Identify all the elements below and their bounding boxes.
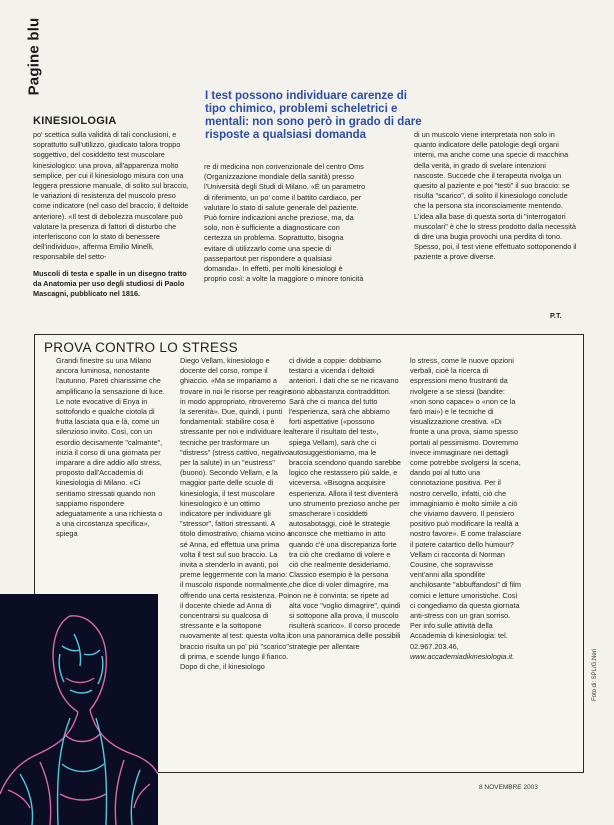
article-column-1: po' scettica sulla validità di tali conclusioni, e soprattutto sull'utilizzo, giudicato talora troppo soggettivo, del cosiddetto test muscolare kinesiologico: una prova, all'apparenza molto semplice, per cui il kinesiologo misura con una leggera pressione manuale, di solito sul braccio, le variazioni di resistenza del muscolo preso come indicatore (nel caso del braccio, il deltoide anteriore). «Il test di debolezza muscolare può valutare la presenza di fattori di disturbo che interferiscono con lo stato di benessere dell'individuo», afferma Emilio Minelli, responsabile del setto- bbox=[33, 130, 189, 262]
anatomy-illustration bbox=[0, 594, 158, 825]
section-tab bbox=[22, 10, 46, 102]
section-tab-label: Pagine blu bbox=[25, 17, 43, 95]
photo-credit bbox=[589, 620, 601, 730]
image-caption: Muscoli di testa e spalle in un disegno tratto da Anatomia per uso degli studiosi di Paolo Mascagni, pubblicato nel 1816. bbox=[33, 269, 187, 299]
academy-website-link[interactable]: www.accademiadikinesiologia.it. bbox=[410, 651, 515, 661]
anatomy-head-shoulders-drawing bbox=[0, 594, 158, 825]
sidebar-box-title: PROVA CONTRO LO STRESS bbox=[44, 340, 238, 355]
sidebar-column-4 bbox=[410, 356, 522, 662]
section-label: KINESIOLOGIA bbox=[33, 115, 117, 127]
author-signature: P.T. bbox=[550, 311, 562, 320]
sidebar-column-1: Grandi finestre su una Milano ancora luminosa, nonostante l'autunno. Pareti chiarissime che amplificano la sensazione di luce. Le note evocative di Enya in sottofondo e qualche ciotola di frutta lasciata qua e là, come un silenzioso invito. Così, con un esordio decisamente "calmante", inizia il corso di una giornata per imparare a dire addio allo stress, proposto dall'Accademia di kinesiologia di Milano. «Ci sentiamo stressati quando non sappiamo rispondere adeguatamente a una richiesta o a una circostanza specifica», spiega bbox=[56, 356, 165, 539]
footer-date: 8 NOVEMBRE 2003 bbox=[479, 784, 538, 791]
article-column-2: re di medicina non convenzionale del centro Oms (Organizzazione mondiale della sanità) presso l'Università degli Studi di Milano. «È un parametro di riferimento, un po' come il battito cardiaco, per valutare lo stato di salute generale del paziente. Può fornire indicazioni anche preziose, ma, da solo, non è sufficiente a diagnosticare con certezza un problema. Soprattutto, bisogna evitare di utilizzarlo come una specie di passepartout per rispondere a qualsiasi domanda». In effetti, per molti kinesiologi è proprio così: a volte la maggiore o minore tonicità bbox=[204, 162, 366, 284]
photo-credit-text: Foto di: SPL/G.Neri bbox=[592, 648, 598, 702]
sidebar-column-2: Diego Vellam, kinesiologo e docente del corso, rompe il ghiaccio. «Ma se impariamo a trovare in noi le risorse per reagire in modo appropriato, ritroveremo la serenità». Due, quindi, i punti fondamentali: stabilire cosa è stressante per noi e individuare le tecniche per trasformare un "distress" (stress cattivo, negativo per la salute) in un "eustress" (buono). Secondo Vellam, e la maggior parte delle scuole di kinesiologia, il test muscolare kinesiologico è un ottimo indicatore per individuare gli "stressor", fattori stressanti. A titolo dimostrativo, chiama vicino a sé Anna, ed effettua una prima volta il test sul suo braccio. La invita a stenderlo in avanti, poi preme leggermente con la mano: il muscolo risponde normalmente, offrendo una certa resistenza. Poi il docente chiede ad Anna di concentrarsi su qualcosa di stressante e la sottopone nuovamente al test: questa volta il braccio risulta un po' più "scarico" di prima, e scende lungo il fianco. Dopo di che, il kinesiologo bbox=[180, 356, 292, 672]
article-column-3: di un muscolo viene interpretata non solo in quanto indicatore delle patologie degli organi interni, ma anche come una specie di macchina della verità, in grado di svelare intenzioni nascoste. Succede che il terapeuta rivolga un quesito al paziente e poi "testi" il suo braccio: se risulta "scarico", di solito il kinesiologo conclude che la persona sta inconsciamente mentendo. L'idea alla base di questa sorta di "interrogatori muscolari" è che lo stress prodotto dalla necessità di dire una bugia provochi una perdita di tono. Spesso, poi, il test viene effettuato sottoponendo il paziente a prove diverse. bbox=[414, 130, 577, 262]
sidebar-column-4-text: lo stress, come le nuove opzioni verbali, cioè la ricerca di espressioni meno frustranti da rivolgere a se stessi (bandite: «non sono capace» o «non ce la farò mai») e le tecniche di visualizzazione creativa. «Di fronte a una prova, siamo spesso portati al pessimismo. Dovremmo invece immaginare nei dettagli come potrebbe svolgersi la scena, dando poi al tutto una connotazione positiva. Per il nostro cervello, infatti, ciò che immaginiamo è molto simile a ciò che viviamo davvero. Il pensiero positivo può modificare la realtà a nostro favore». E come tralasciare il potere catartico dello humour? Vellam ci racconta di Norman Cousine, che sopravvisse vent'anni alla spondilite anchilosante "abbuffandosi" di film comici e letture umoristiche. Così ci congediamo da questa giornata anti-stress con un gran sorriso. Per info sulle attività della Accademia di kinesiologia: tel. 02.967.203.46, bbox=[410, 356, 522, 651]
sidebar-column-3: ci divide a coppie: dobbiamo testarci a vicenda i deltoidi anteriori. I dati che se ne ricavano sono abbastanza contraddittori. Sarà che ci manca del tutto l'esperienza, sarà che abbiamo forti aspettative («possono alterare il risultato del test», spiega Vellam), sarà che ci autosuggestioniamo, ma le braccia scendono quando sarebbe logico che restassero più salde, e viceversa. «Bisogna acquisire esperienza. Allora il test diventerà uno strumento prezioso anche per smascherare i cosiddetti autosabotaggi, cioè le strategie inconsce che mettiamo in atto quando c'è una discrepanza forte tra ciò che crediamo di volere e ciò che realmente desideriamo. Classico esempio è la persona che dice di voler dimagrire, ma non ne è convinta: se ripete ad alta voce "voglio dimagrire", quindi si sottopone alla prova, il muscolo risulterà scarico». Il corso procede con una panoramica delle possibili strategie per allentare bbox=[289, 356, 401, 651]
article-headline: I test possono individuare carenze di tipo chimico, problemi scheletrici e mentali: non sono però in grado di dare risposte a qualsiasi domanda bbox=[205, 90, 422, 141]
